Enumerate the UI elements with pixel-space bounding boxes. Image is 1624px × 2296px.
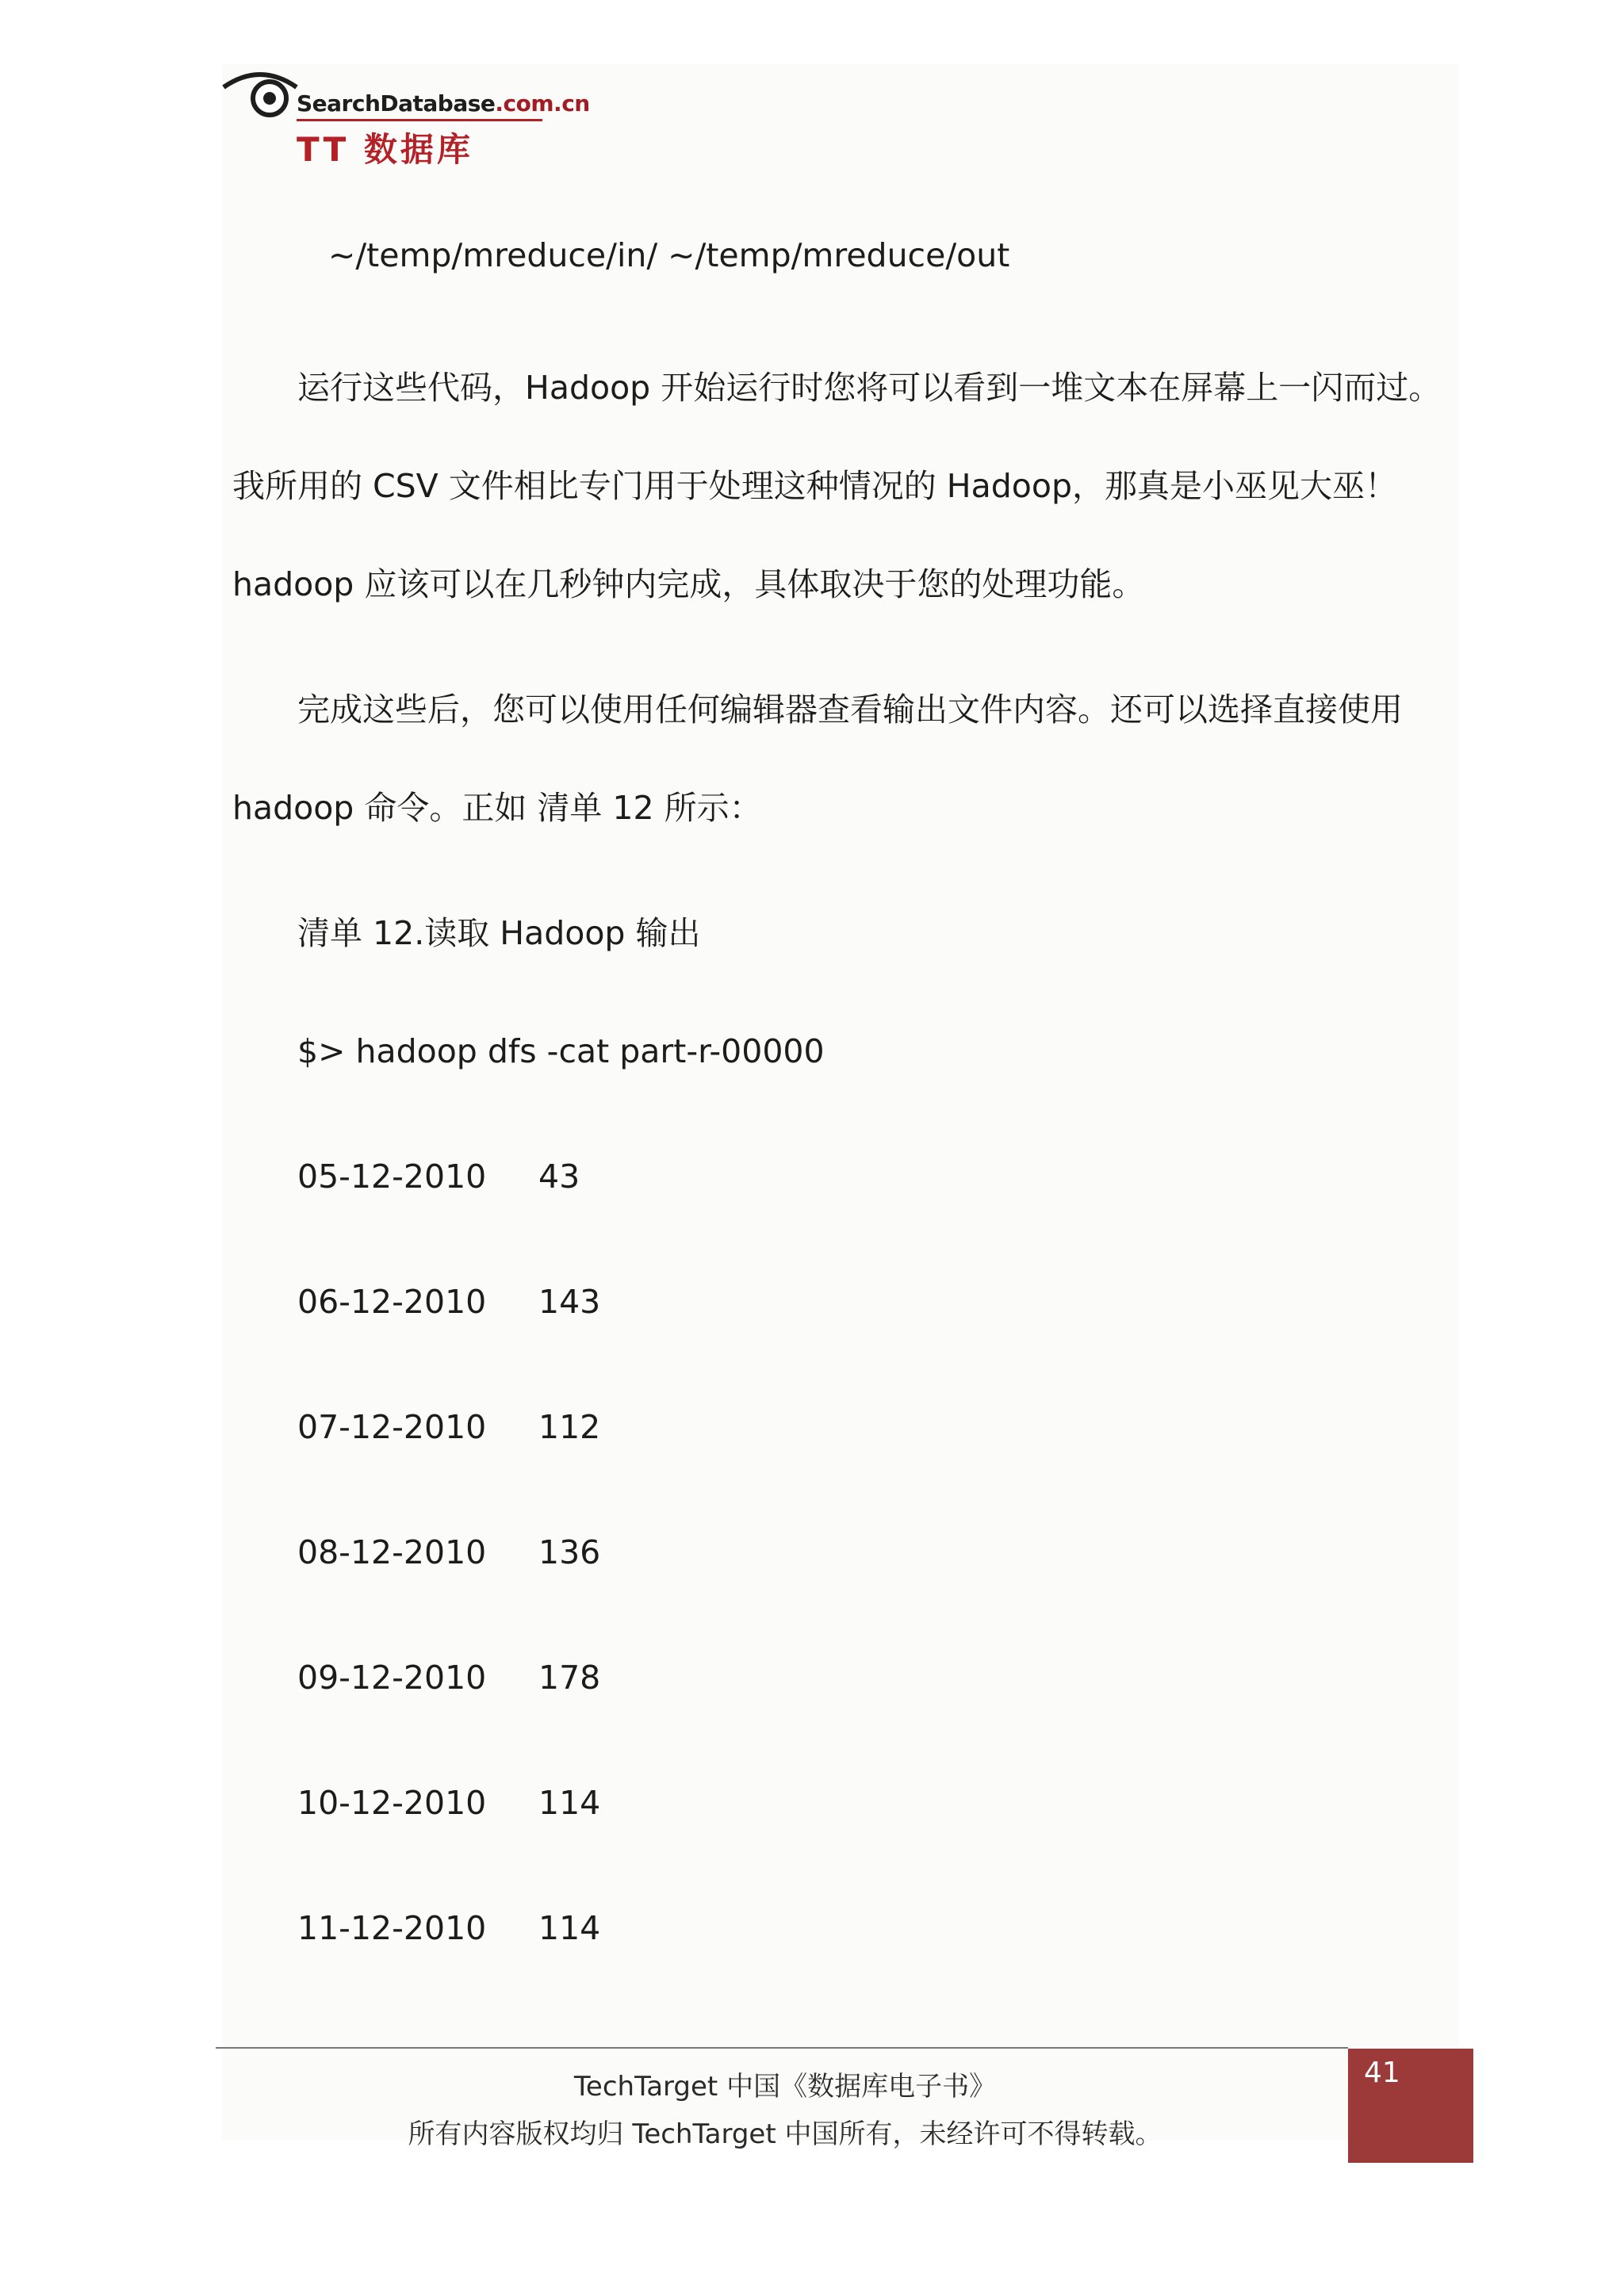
output-count: 178 [538, 1659, 601, 1697]
paragraph-2-line-2: hadoop 命令。正如 清单 12 所示： [232, 789, 762, 827]
logo-site-main: SearchDatabase [297, 90, 496, 117]
footer-divider [216, 2047, 1348, 2049]
output-row [297, 1533, 600, 1571]
output-date: 08-12-2010 [297, 1533, 487, 1571]
output-row [297, 1909, 600, 1947]
page-number-badge [1348, 2049, 1473, 2163]
paths-line: ~/temp/mreduce/in/ ~/temp/mreduce/out [328, 236, 1010, 274]
page-number: 41 [1364, 2057, 1400, 2089]
output-date: 07-12-2010 [297, 1408, 487, 1446]
logo-site-tld: .com.cn [495, 90, 590, 117]
output-date: 06-12-2010 [297, 1283, 487, 1321]
output-count: 136 [538, 1533, 601, 1571]
output-date: 05-12-2010 [297, 1158, 487, 1196]
paragraph-1-line-2: 我所用的 CSV 文件相比专门用于处理这种情况的 Hadoop，那真是小巫见大巫！ [232, 467, 1397, 505]
output-date: 10-12-2010 [297, 1784, 487, 1822]
logo-site-name [297, 90, 590, 117]
site-logo [220, 63, 590, 169]
output-row [297, 1283, 600, 1321]
paragraph-1-line-3: hadoop 应该可以在几秒钟内完成，具体取决于您的处理功能。 [232, 565, 1145, 603]
logo-cn-name: TT 数据库 [297, 130, 473, 169]
eye-logo-icon [220, 63, 300, 119]
output-row [297, 1784, 600, 1822]
logo-underline [297, 119, 542, 121]
listing-title: 清单 12.读取 Hadoop 输出 [297, 914, 701, 952]
output-row [297, 1158, 580, 1196]
output-count: 114 [538, 1784, 601, 1822]
footer-publication: TechTarget 中国《数据库电子书》 [573, 2071, 997, 2103]
paragraph-1-line-1: 运行这些代码，Hadoop 开始运行时您将可以看到一堆文本在屏幕上一闪而过。 [297, 369, 1442, 407]
output-row [297, 1408, 600, 1446]
output-count: 112 [538, 1408, 601, 1446]
paragraph-2-line-1: 完成这些后，您可以使用任何编辑器查看输出文件内容。还可以选择直接使用 [297, 691, 1403, 729]
command-line: $> hadoop dfs -cat part-r-00000 [297, 1032, 825, 1070]
output-date: 09-12-2010 [297, 1659, 487, 1697]
footer-copyright: 所有内容版权均归 TechTarget 中国所有，未经许可不得转载。 [408, 2118, 1162, 2150]
output-count: 114 [538, 1909, 601, 1947]
output-date: 11-12-2010 [297, 1909, 487, 1947]
output-count: 143 [538, 1283, 601, 1321]
output-count: 43 [538, 1158, 580, 1196]
output-row [297, 1659, 600, 1697]
